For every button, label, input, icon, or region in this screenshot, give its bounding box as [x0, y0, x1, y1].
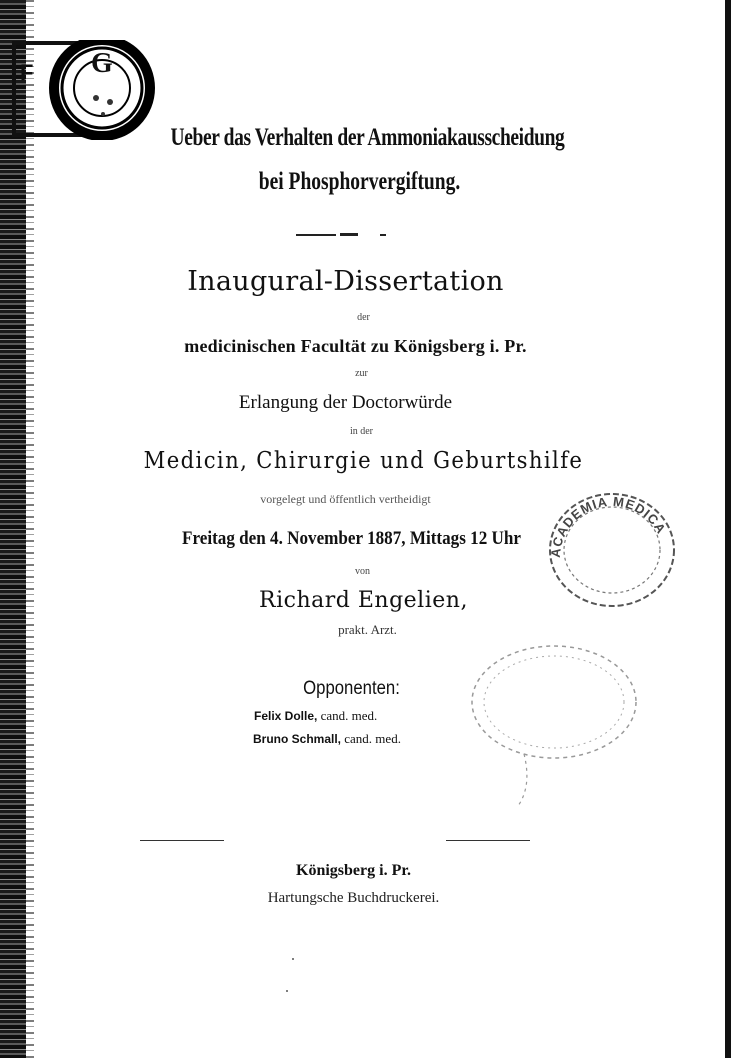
opponent-1-name: Felix Dolle,	[254, 709, 318, 723]
title-line-2: bei Phosphorvergiftung.	[258, 168, 461, 195]
page-right-edge	[725, 0, 731, 1058]
text-der: der	[357, 312, 370, 323]
stamp-number: G	[91, 48, 113, 79]
text-zur: zur	[355, 368, 368, 379]
author-title: prakt. Arzt.	[338, 622, 397, 637]
opponent-1	[254, 708, 377, 724]
rule-right	[446, 840, 530, 841]
rule-left	[140, 840, 224, 841]
date-line: Freitag den 4. November 1887, Mittags 12 Uhr	[182, 528, 521, 549]
faint-oval-stamp	[462, 636, 642, 816]
title-line-1: Ueber das Verhalten der Ammoniakausscheidung	[170, 124, 565, 151]
author-name: Richard Engelien,	[259, 588, 468, 613]
print-speck	[286, 990, 288, 992]
text-in-der: in der	[349, 426, 374, 437]
ornamental-rule	[296, 234, 388, 236]
academia-stamp	[538, 488, 678, 613]
opponent-2	[253, 731, 401, 747]
opponent-2-title: cand. med.	[344, 731, 401, 746]
print-speck	[292, 958, 294, 960]
opponent-1-title: cand. med.	[320, 708, 378, 723]
stamp-text: ACADEMIA MEDICA	[547, 493, 670, 559]
dissertation-heading: Inaugural-Dissertation	[187, 266, 504, 297]
opponent-2-name: Bruno Schmall,	[253, 732, 342, 746]
faculty-line: medicinischen Facultät zu Königsberg i. Pr.	[184, 336, 527, 356]
printer-name: Hartungsche Buchdruckerei.	[267, 890, 440, 906]
fields-line: Medicin, Chirurgie und Geburtshilfe	[143, 448, 584, 474]
presented-line: vorgelegt und öffentlich vertheidigt	[260, 492, 431, 506]
purpose-line: Erlangung der Doctorwürde	[238, 392, 453, 413]
opponents-heading: Opponenten:	[303, 678, 400, 699]
publication-place: Königsberg i. Pr.	[296, 862, 411, 879]
text-von: von	[355, 566, 370, 577]
svg-text:F: F	[20, 60, 34, 85]
